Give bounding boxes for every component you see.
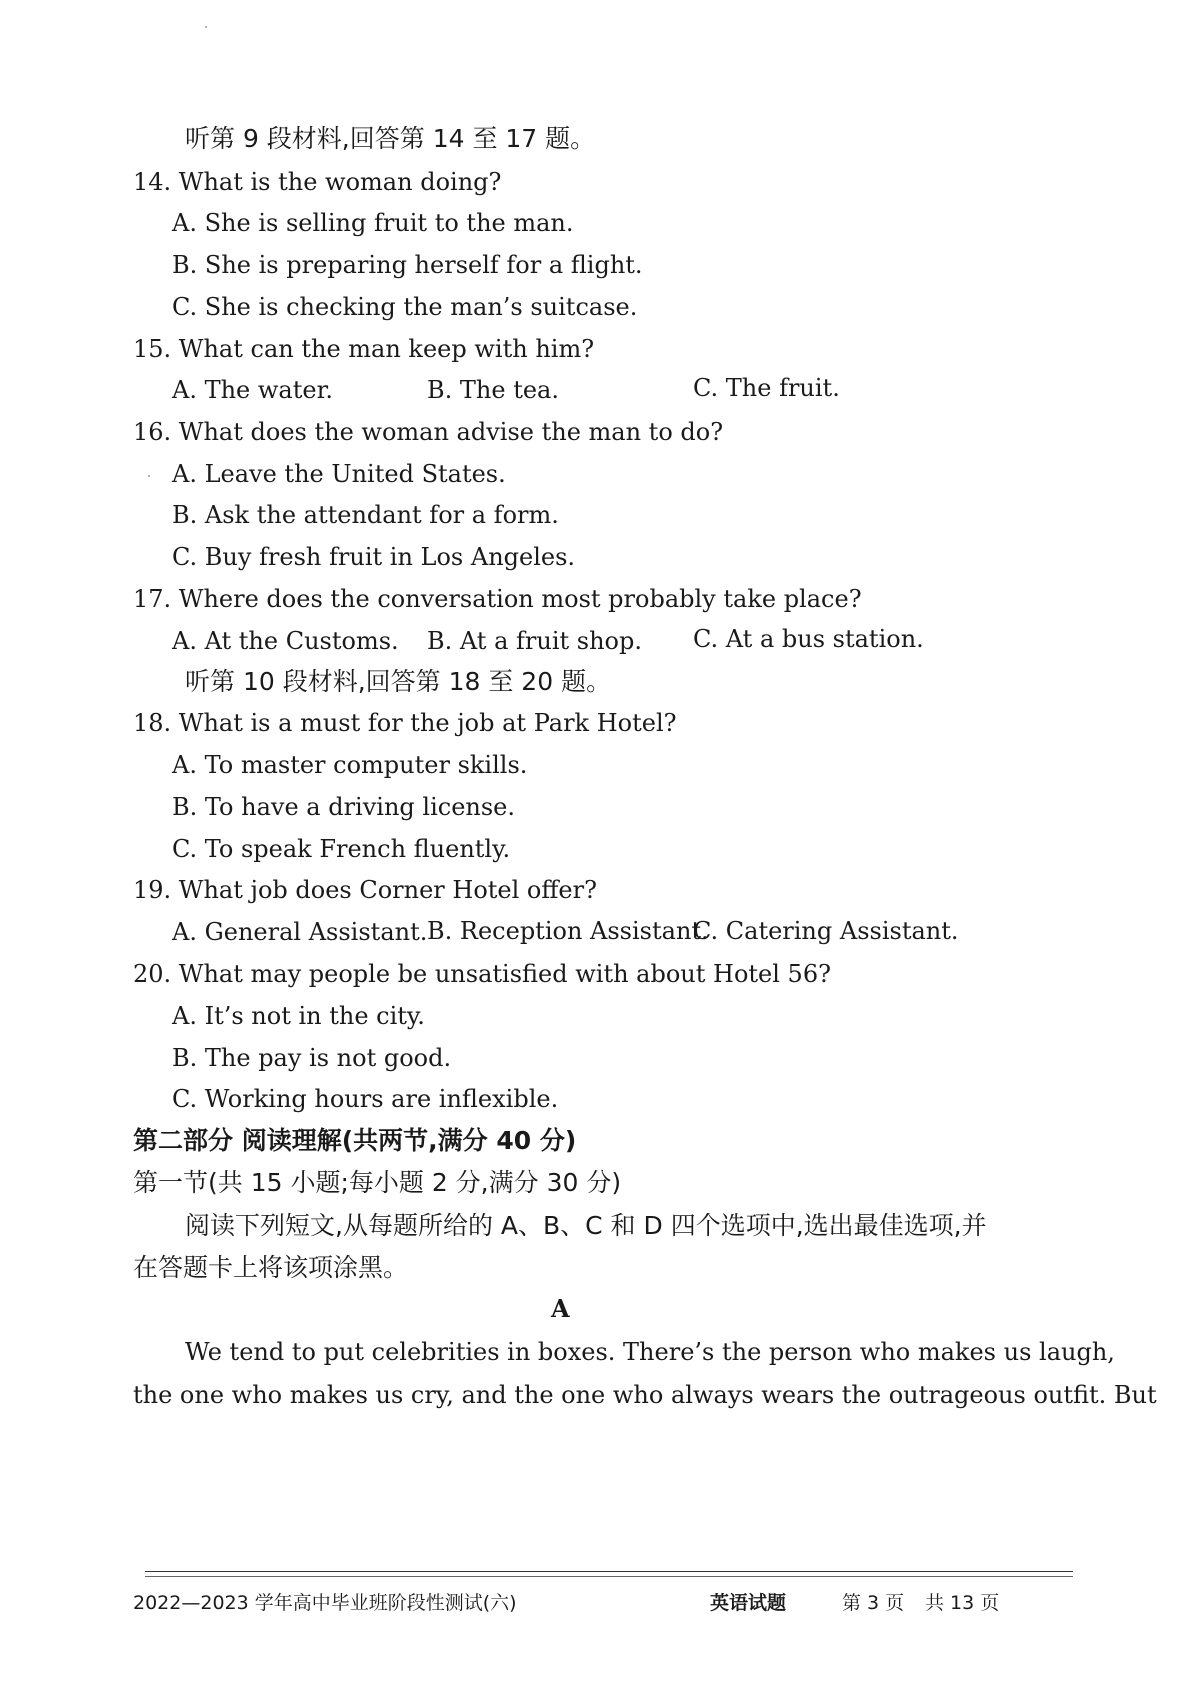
footer-page-number: 第 3 页 [842,1592,905,1614]
question-17-option-c: C. At a bus station. [693,625,924,653]
passage-line-1: We tend to put celebrities in boxes. There’s the person who makes us laugh, [185,1338,1115,1366]
section-intro-9: 听第 9 段材料,回答第 14 至 17 题。 [185,124,596,153]
question-18-stem: 18. What is a must for the job at Park Hotel? [133,709,677,737]
question-16-option-a: A. Leave the United States. [172,460,506,488]
question-14-stem: 14. What is the woman doing? [133,168,502,196]
question-14-option-c: C. She is checking the man’s suitcase. [172,293,638,321]
question-15-option-c: C. The fruit. [693,374,840,402]
question-17-stem: 17. Where does the conversation most probably take place? [133,585,862,613]
scan-speck [205,26,207,28]
question-19-option-c: C. Catering Assistant. [693,917,959,945]
footer-rule [145,1571,1073,1572]
question-18-option-a: A. To master computer skills. [172,751,528,779]
question-20-option-b: B. The pay is not good. [172,1044,452,1072]
passage-line-2: the one who makes us cry, and the one who always wears the outrageous outfit. But [133,1381,1157,1409]
section-intro-10: 听第 10 段材料,回答第 18 至 20 题。 [185,667,612,696]
question-19-option-b: B. Reception Assistant. [427,917,709,945]
question-19-stem: 19. What job does Corner Hotel offer? [133,876,597,904]
question-16-option-c: C. Buy fresh fruit in Los Angeles. [172,543,576,571]
question-19-option-a: A. General Assistant. [172,918,428,946]
footer-exam-title: 2022—2023 学年高中毕业班阶段性测试(六) [133,1592,517,1614]
question-17-option-b: B. At a fruit shop. [427,627,642,655]
question-20-option-a: A. It’s not in the city. [172,1002,425,1030]
question-16-option-b: B. Ask the attendant for a form. [172,501,559,529]
instructions-line-2: 在答题卡上将该项涂黑。 [133,1253,409,1282]
question-14-option-b: B. She is preparing herself for a flight. [172,251,643,279]
part-two-heading: 第二部分 阅读理解(共两节,满分 40 分) [133,1126,577,1155]
question-16-stem: 16. What does the woman advise the man to do? [133,418,724,446]
question-18-option-b: B. To have a driving license. [172,793,516,821]
passage-label: A [551,1294,570,1323]
question-17-option-a: A. At the Customs. [172,627,399,655]
question-20-option-c: C. Working hours are inflexible. [172,1085,559,1113]
question-15-option-b: B. The tea. [427,376,559,404]
footer-total-pages: 共 13 页 [925,1592,1000,1614]
question-14-option-a: A. She is selling fruit to the man. [172,209,574,237]
question-18-option-c: C. To speak French fluently. [172,835,511,863]
instructions-line-1: 阅读下列短文,从每题所给的 A、B、C 和 D 四个选项中,选出最佳选项,并 [185,1211,987,1240]
scan-speck [148,475,150,477]
footer-subject: 英语试题 [710,1592,787,1614]
question-20-stem: 20. What may people be unsatisfied with about Hotel 56? [133,960,831,988]
section-one-heading: 第一节(共 15 小题;每小题 2 分,满分 30 分) [133,1168,622,1197]
question-15-stem: 15. What can the man keep with him? [133,335,595,363]
question-15-option-a: A. The water. [172,376,334,404]
footer-rule-secondary [145,1576,1073,1577]
